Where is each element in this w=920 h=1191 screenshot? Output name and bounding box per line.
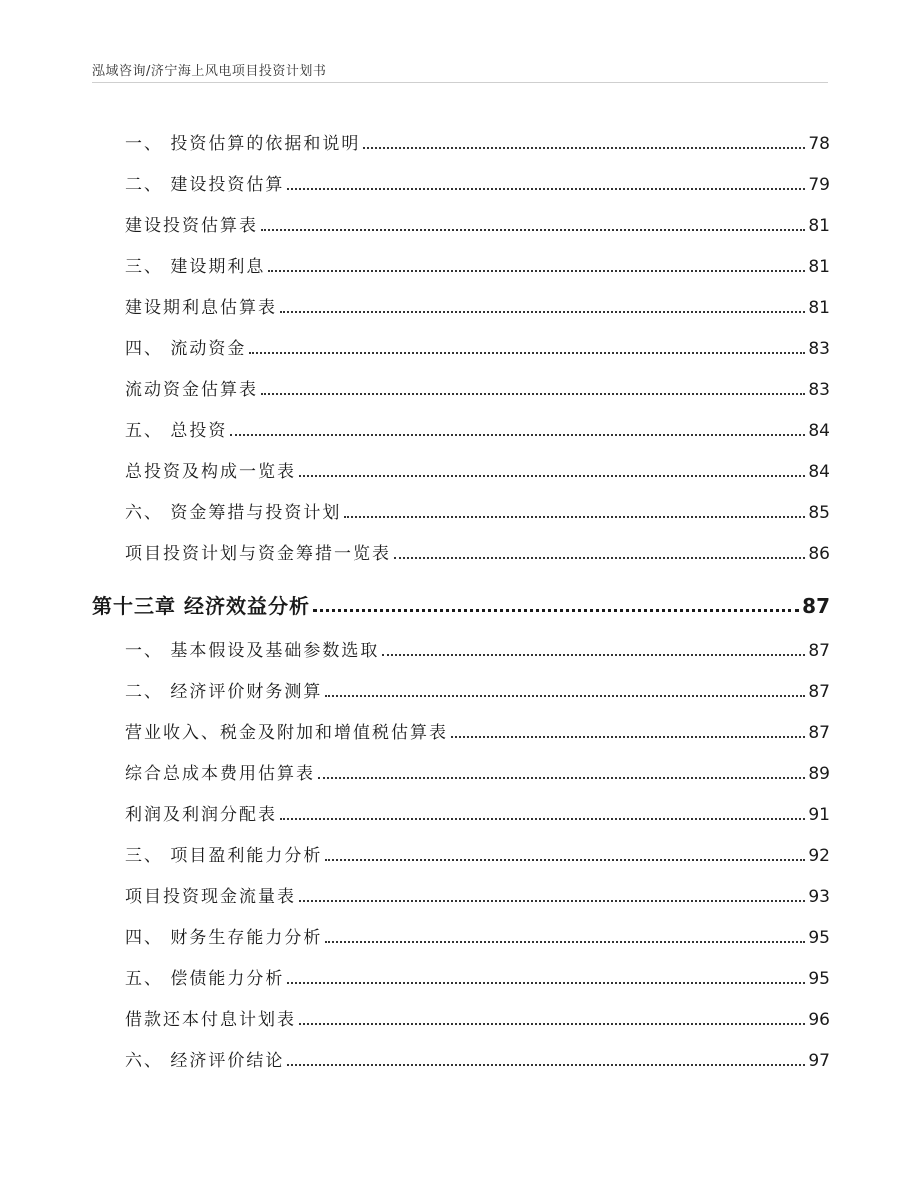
toc-leader-dots [261,393,805,395]
toc-entry-page: 97 [808,1051,830,1071]
toc-entry-title: 六、 经济评价结论 [125,1051,285,1071]
toc-entry[interactable] [92,621,830,662]
toc-entry-title: 建设期利息估算表 [125,298,277,318]
toc-entry-title: 三、 建设期利息 [125,257,266,277]
toc-entry-title: 项目投资现金流量表 [125,887,296,907]
toc-entry-page: 81 [808,298,830,318]
toc-entry-page: 86 [808,544,830,564]
toc-entry-title: 总投资及构成一览表 [125,462,296,482]
toc-entry-page: 87 [808,682,830,702]
toc-entry-title: 三、 项目盈利能力分析 [125,846,323,866]
toc-entry[interactable] [92,662,830,703]
toc-leader-dots [287,1064,805,1066]
toc-leader-dots [325,941,805,943]
toc-entry[interactable] [92,826,830,867]
toc-leader-dots [325,695,805,697]
toc-leader-dots [230,434,805,436]
toc-leader-dots [382,654,805,656]
toc-entry[interactable] [92,1031,830,1072]
toc-entry[interactable] [92,319,830,360]
toc-entry-page: 87 [808,723,830,743]
toc-entry-page: 83 [808,380,830,400]
toc-entry-page: 81 [808,216,830,236]
toc-entry-page: 78 [808,134,830,154]
toc-chapter-entry[interactable] [92,565,830,619]
toc-entry-page: 89 [808,764,830,784]
toc-entry-page: 95 [808,928,830,948]
toc-chapter-title: 第十三章 经济效益分析 [92,594,310,618]
toc-entry-title: 借款还本付息计划表 [125,1010,296,1030]
toc-entry-title: 项目投资计划与资金筹措一览表 [125,544,391,564]
header-divider [92,82,828,83]
toc-entry[interactable] [92,360,830,401]
toc-entry-page: 87 [808,641,830,661]
toc-leader-dots [287,188,805,190]
toc-entry-title: 一、 基本假设及基础参数选取 [125,641,380,661]
toc-entry-title: 流动资金估算表 [125,380,258,400]
toc-leader-dots [299,1023,805,1025]
toc-entry[interactable] [92,990,830,1031]
toc-entry-page: 84 [808,462,830,482]
toc-leader-dots [318,777,805,779]
toc-entry-page: 84 [808,421,830,441]
toc-leader-dots [299,475,805,477]
toc-leader-dots [280,818,805,820]
toc-entry[interactable] [92,278,830,319]
toc-entry[interactable] [92,524,830,565]
toc-entry-title: 综合总成本费用估算表 [125,764,315,784]
toc-entry-page: 79 [808,175,830,195]
toc-leader-dots [299,900,805,902]
toc-entry[interactable] [92,949,830,990]
toc-leader-dots [249,352,805,354]
toc-leader-dots [394,557,805,559]
toc-entry[interactable] [92,703,830,744]
toc-leader-dots [325,859,805,861]
toc-leader-dots [261,229,805,231]
toc-entry-page: 92 [808,846,830,866]
toc-entry-page: 95 [808,969,830,989]
toc-entry-title: 一、 投资估算的依据和说明 [125,134,361,154]
toc-chapter-page: 87 [802,594,830,618]
toc-entry[interactable] [92,114,830,155]
toc-entry[interactable] [92,483,830,524]
toc-entry-title: 五、 总投资 [125,421,228,441]
toc-leader-dots [268,270,805,272]
toc-entry[interactable] [92,442,830,483]
toc-entry[interactable] [92,785,830,826]
toc-leader-dots [363,147,805,149]
toc-leader-dots [287,982,805,984]
toc-entry[interactable] [92,744,830,785]
toc-entry[interactable] [92,196,830,237]
table-of-contents [92,114,830,1072]
toc-entry-page: 81 [808,257,830,277]
running-header: 泓域咨询/济宁海上风电项目投资计划书 [92,64,327,79]
toc-entry-title: 建设投资估算表 [125,216,258,236]
toc-entry-title: 利润及利润分配表 [125,805,277,825]
toc-entry-page: 96 [808,1010,830,1030]
toc-entry-title: 营业收入、税金及附加和增值税估算表 [125,723,448,743]
toc-entry-title: 四、 流动资金 [125,339,247,359]
toc-entry-page: 91 [808,805,830,825]
toc-leader-dots [313,609,799,612]
toc-entry-title: 五、 偿债能力分析 [125,969,285,989]
toc-entry[interactable] [92,237,830,278]
toc-entry-title: 四、 财务生存能力分析 [125,928,323,948]
toc-entry-title: 二、 建设投资估算 [125,175,285,195]
toc-leader-dots [344,516,805,518]
toc-entry-title: 二、 经济评价财务测算 [125,682,323,702]
toc-entry[interactable] [92,155,830,196]
toc-leader-dots [280,311,805,313]
toc-entry[interactable] [92,908,830,949]
toc-entry-page: 93 [808,887,830,907]
toc-entry-title: 六、 资金筹措与投资计划 [125,503,342,523]
toc-entry[interactable] [92,867,830,908]
toc-entry-page: 85 [808,503,830,523]
toc-entry[interactable] [92,401,830,442]
toc-leader-dots [451,736,805,738]
toc-entry-page: 83 [808,339,830,359]
